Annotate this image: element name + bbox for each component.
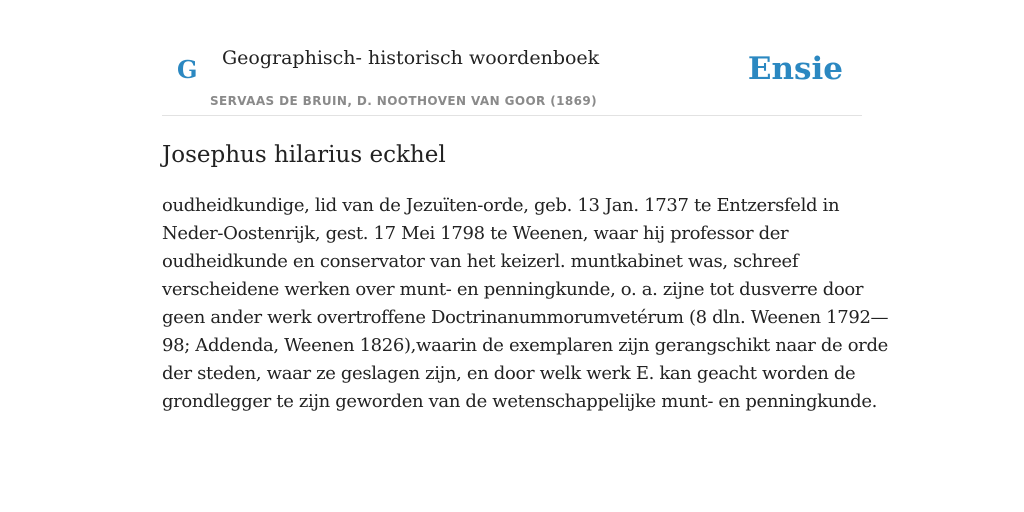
entry-body-line: geen ander werk overtroffene Doctrinanummorumvetérum (8 dln. Weenen 1792— <box>162 307 889 328</box>
entry-body-line: Neder-Oostenrijk, gest. 17 Mei 1798 te Weenen, waar hij professor der <box>162 223 789 244</box>
entry-body <box>162 192 889 416</box>
entry-title: Josephus hilarius eckhel <box>162 142 446 168</box>
dictionary-header <box>162 0 862 116</box>
entry-body-line: 98; Addenda, Weenen 1826),waarin de exemplaren zijn gerangschikt naar de orde <box>162 335 888 356</box>
entry-body-line: oudheidkundige, lid van de Jezuïten-orde, geb. 13 Jan. 1737 te Entzersfeld in <box>162 195 840 216</box>
dictionary-authors: SERVAAS DE BRUIN, D. NOOTHOVEN VAN GOOR (1869) <box>210 94 598 108</box>
entry-body-line: verscheidene werken over munt- en penningkunde, o. a. zijne tot dusverre door <box>162 279 864 300</box>
entry-body-line: oudheidkunde en conservator van het keizerl. muntkabinet was, schreef <box>162 251 799 272</box>
dictionary-title-link[interactable]: Geographisch- historisch woordenboek <box>222 47 600 69</box>
entry-card <box>162 0 889 512</box>
ensie-logo[interactable]: Ensie <box>747 51 843 87</box>
letter-index-link[interactable]: G <box>177 55 198 84</box>
entry-body-line: grondlegger te zijn geworden van de wetenschappelijke munt- en penningkunde. <box>162 391 878 412</box>
entry-body-line: der steden, waar ze geslagen zijn, en door welk werk E. kan geacht worden de <box>162 363 856 384</box>
